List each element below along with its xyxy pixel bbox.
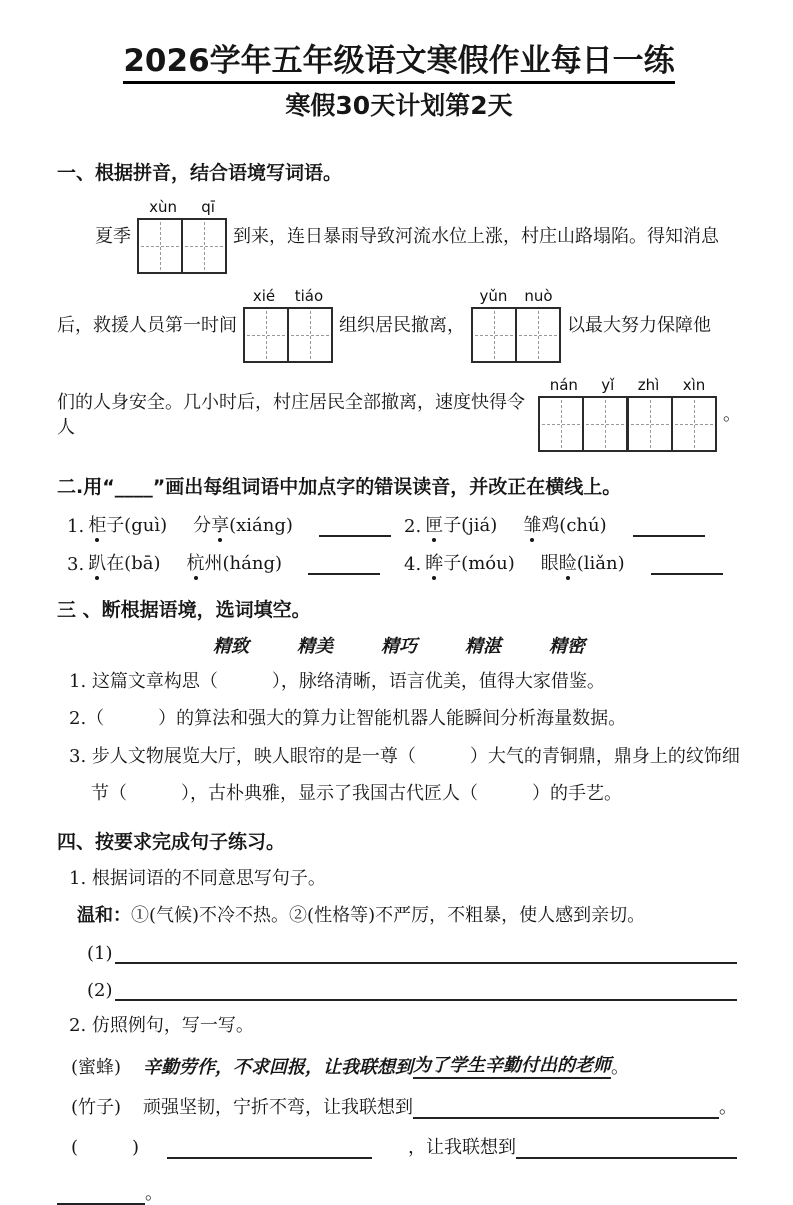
tianzige-grid xyxy=(243,307,333,363)
word-text: 州(háng) xyxy=(204,553,282,575)
answer-blank[interactable] xyxy=(516,1138,737,1159)
dotted-char: 享 xyxy=(211,515,230,537)
answer-blank[interactable] xyxy=(115,980,738,1001)
correction-blank[interactable] xyxy=(633,517,705,538)
line1-pre-text: 夏季 xyxy=(95,225,131,247)
section4-heading: 四、按要求完成句子练习。 xyxy=(57,830,286,853)
section1-heading: 一、根据拼音，结合语境写词语。 xyxy=(57,161,343,184)
word-pair xyxy=(541,549,625,575)
word-text: 子(móu) xyxy=(443,553,515,575)
word-text: 眼 xyxy=(540,553,559,575)
answer-blank[interactable] xyxy=(115,943,738,964)
line2-mid-text: 组织居民撤离， xyxy=(339,314,465,336)
pinyin-syllable: yǐ xyxy=(601,376,615,395)
dotted-char: 柜 xyxy=(88,515,107,537)
pinyin-syllable: xìn xyxy=(682,376,706,395)
answer-blank[interactable] xyxy=(413,1098,719,1119)
tianzige-grid xyxy=(137,218,227,274)
section1-line3 xyxy=(57,377,741,452)
fill-in-sentence-3-cont: 节（ ），古朴典雅，显示了我国古代匠人（ ）的手艺。 xyxy=(91,782,622,804)
answer-line-2 xyxy=(87,980,737,1001)
tianzige-grid xyxy=(538,396,717,452)
line3-period: 。 xyxy=(723,404,741,426)
item-number: 1. xyxy=(67,516,85,538)
answer-blank[interactable] xyxy=(57,1184,145,1205)
word-bank-item: 精密 xyxy=(549,636,585,658)
sentence-period: 。 xyxy=(719,1096,737,1118)
dotted-char: 睑 xyxy=(558,553,577,575)
fill-in-sentence-3: 3. 步人文物展览大厅，映人眼帘的是一尊（ ）大气的青铜鼎，鼎身上的纹饰细 xyxy=(69,745,740,767)
tianzige-grid xyxy=(471,307,561,363)
example-body: 辛勤劳作，不求回报，让我联想到 xyxy=(143,1056,414,1078)
example-subject: (蜜蜂) xyxy=(71,1056,122,1078)
section3-heading: 三 、断根据语境，选词填空。 xyxy=(57,599,311,622)
word-text: (liǎn) xyxy=(576,553,625,575)
section1-line1 xyxy=(57,199,741,274)
word-pair xyxy=(187,549,282,575)
open-subject-parens: ( ) xyxy=(71,1136,140,1158)
writing-cell[interactable] xyxy=(540,398,582,450)
definition-text: ①(气候)不冷不热。②(性格等)不严厉，不粗暴，使人感到亲切。 xyxy=(131,904,646,926)
pinyin-row xyxy=(243,288,333,305)
dotted-char: 眸 xyxy=(425,553,444,575)
pinyin-syllable: nuò xyxy=(524,286,553,305)
word-bank-item: 精巧 xyxy=(381,636,417,658)
correction-blank[interactable] xyxy=(319,517,391,538)
item-number: 2. xyxy=(404,516,422,538)
answer-label: (2) xyxy=(87,979,113,1001)
word-pair xyxy=(523,511,606,537)
pinyin-syllable: nán xyxy=(549,376,578,395)
writing-cell[interactable] xyxy=(582,398,626,450)
word-text: 子(jiá) xyxy=(443,515,498,537)
definition-line xyxy=(77,901,741,927)
item-number: 4. xyxy=(404,554,422,576)
writing-cell[interactable] xyxy=(287,309,331,361)
writing-cell[interactable] xyxy=(245,309,287,361)
line1-post-text: 到来，连日暴雨导致河流水位上涨，村庄山路塌陷。得知消息 xyxy=(233,225,719,247)
section2-heading: 二.用“____”画出每组词语中加点字的错误读音，并改正在横线上。 xyxy=(57,476,622,499)
writing-box-group-yunnuo xyxy=(471,288,561,363)
writing-box-group-nanyizhixin xyxy=(538,377,717,452)
dotted-char: 雏 xyxy=(523,515,542,537)
writing-box-group-xietiao xyxy=(243,288,333,363)
word-text: 鸡(chú) xyxy=(541,515,607,537)
word-bank-item: 精美 xyxy=(297,636,333,658)
section4-item2-label: 2. 仿照例句，写一写。 xyxy=(69,1014,254,1036)
pinyin-syllable: zhì xyxy=(637,376,660,395)
section1-line2 xyxy=(57,288,741,363)
bamboo-sentence-line xyxy=(71,1093,737,1119)
answer-blank[interactable] xyxy=(167,1138,372,1159)
word-bank xyxy=(57,632,741,658)
pinyin-syllable: qī xyxy=(201,197,215,216)
bamboo-subject: (竹子) xyxy=(71,1096,122,1118)
correction-blank[interactable] xyxy=(651,555,723,576)
final-period: 。 xyxy=(145,1182,163,1204)
word-bank-item: 精致 xyxy=(213,636,249,658)
writing-cell[interactable] xyxy=(626,398,671,450)
header xyxy=(57,44,741,84)
word-text: 分 xyxy=(193,515,212,537)
answer-label: (1) xyxy=(87,942,113,964)
writing-cell[interactable] xyxy=(139,220,181,272)
word-pair xyxy=(193,511,293,537)
word-text: (xiáng) xyxy=(229,515,293,537)
definition-term: 温和： xyxy=(77,904,131,926)
pronunciation-item-3 xyxy=(67,549,404,575)
writing-box-group-xunqi xyxy=(137,199,227,274)
section2-items xyxy=(67,511,741,575)
writing-cell[interactable] xyxy=(181,220,225,272)
example-period: 。 xyxy=(611,1056,630,1078)
word-text: 子(guì) xyxy=(106,515,168,537)
pinyin-syllable: yǔn xyxy=(479,286,508,305)
pinyin-syllable: xùn xyxy=(149,197,177,216)
word-text: 在(bā) xyxy=(106,553,161,575)
pinyin-syllable: tiáo xyxy=(294,286,324,305)
line3-pre-text: 们的人身安全。几小时后，村庄居民全部撤离，速度快得令人 xyxy=(57,391,525,438)
pinyin-row xyxy=(471,288,561,305)
bamboo-body: 顽强坚韧，宁折不弯，让我联想到 xyxy=(143,1096,414,1118)
word-pair xyxy=(425,549,515,575)
dotted-char: 杭 xyxy=(186,553,205,575)
word-pair xyxy=(88,511,167,537)
page-title: 2026学年五年级语文寒假作业每日一练 xyxy=(123,44,674,84)
example-answer-underlined: 为了学生辛勤付出的老师 xyxy=(413,1051,611,1079)
line2-pre-text: 后，救援人员第一时间 xyxy=(57,314,237,336)
pronunciation-item-1 xyxy=(67,511,404,537)
correction-blank[interactable] xyxy=(308,555,380,576)
line2-post-text: 以最大努力保障他 xyxy=(567,314,711,336)
word-bank-item: 精湛 xyxy=(465,636,501,658)
writing-cell[interactable] xyxy=(671,398,715,450)
word-pair xyxy=(425,511,497,537)
pronunciation-item-2 xyxy=(404,511,741,537)
pronunciation-item-4 xyxy=(404,549,741,575)
fill-in-sentence-2: 2.（ ）的算法和强大的算力让智能机器人能瞬间分析海量数据。 xyxy=(69,708,627,730)
writing-cell[interactable] xyxy=(473,309,515,361)
final-blank-line xyxy=(57,1179,741,1205)
answer-line-1 xyxy=(87,943,737,964)
pinyin-row xyxy=(538,377,717,394)
writing-cell[interactable] xyxy=(515,309,559,361)
section4-item1-label: 1. 根据词语的不同意思写句子。 xyxy=(69,867,326,889)
pinyin-syllable: xié xyxy=(252,286,276,305)
open-sentence-line xyxy=(71,1133,737,1159)
pinyin-row xyxy=(137,199,227,216)
fill-in-sentence-1: 1. 这篇文章构思（ ），脉络清晰，语言优美，值得大家借鉴。 xyxy=(69,671,605,693)
word-pair xyxy=(88,549,160,575)
open-mid-text: ，让我联想到 xyxy=(408,1136,517,1158)
page-subtitle: 寒假30天计划第2天 xyxy=(285,90,513,120)
example-sentence-line xyxy=(71,1051,737,1079)
dotted-char: 匣 xyxy=(425,515,444,537)
item-number: 3. xyxy=(67,554,85,576)
dotted-char: 趴 xyxy=(88,553,107,575)
